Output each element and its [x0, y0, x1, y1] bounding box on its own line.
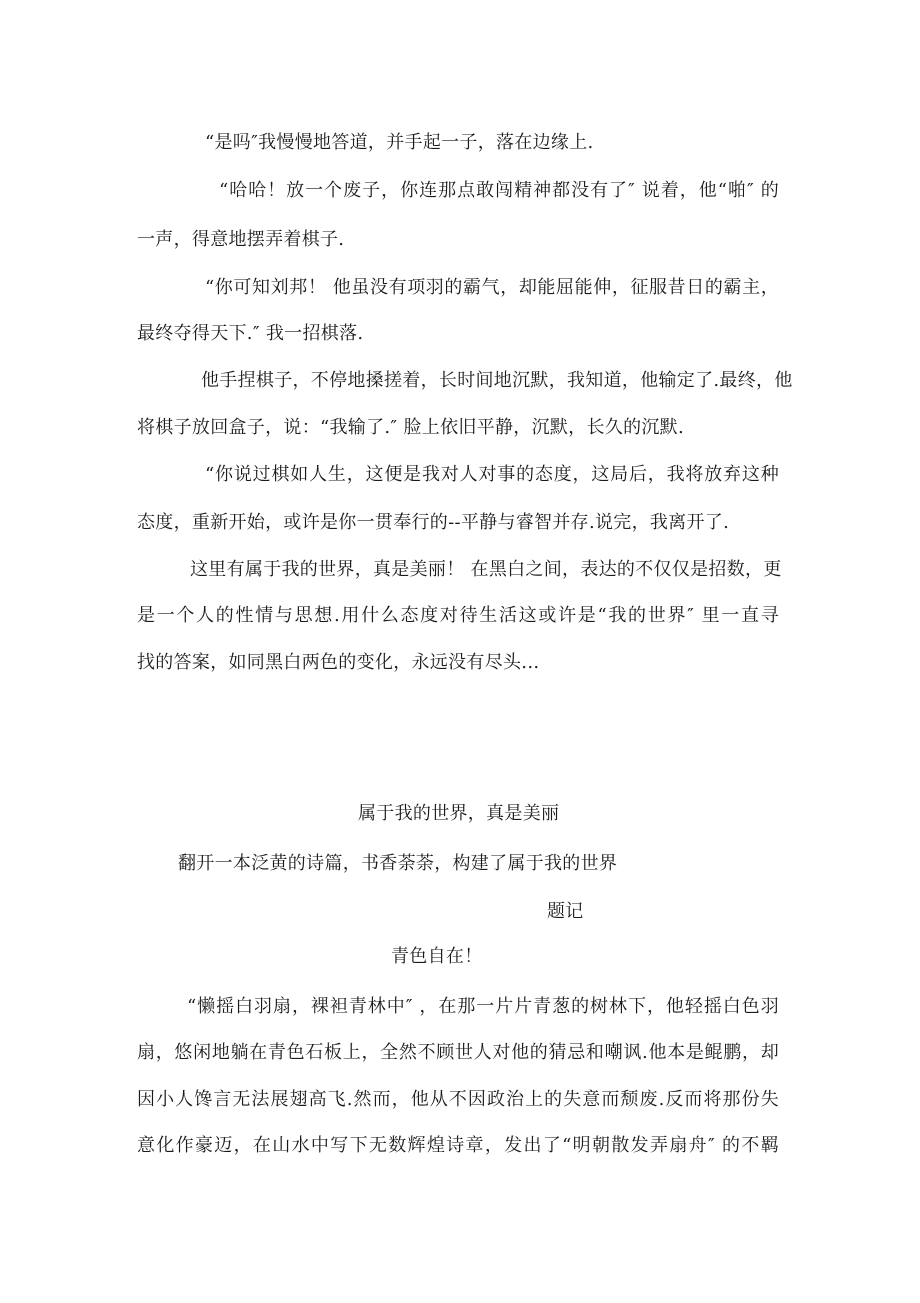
paragraph-line: “你说过棋如人生，这便是我对人对事的态度，这局后，我将放弃这种 — [205, 464, 779, 485]
paragraph-line: 找的答案，如同黑白两色的变化，永远没有尽头... — [137, 652, 540, 673]
paragraph-line: 意化作豪迈，在山水中写下无数辉煌诗章，发出了“明朝散发弄扇舟″ 的不羁 — [137, 1135, 779, 1156]
paragraph-line: 是一个人的性情与思想.用什么态度对待生活这或许是“我的世界″ 里一直寻 — [137, 605, 779, 626]
paragraph-line: 态度，重新开始，或许是你一贯奉行的--平静与睿智并存.说完，我离开了. — [137, 512, 730, 533]
paragraph-line: 一声，得意地摆弄着棋子. — [137, 229, 345, 250]
paragraph-line: “是吗″我慢慢地答道，并手起一子，落在边缘上. — [205, 132, 594, 153]
inscription-label: 题记 — [547, 901, 584, 922]
paragraph-line: 最终夺得天下.″ 我一招棋落. — [137, 323, 364, 344]
paragraph-line: 这里有属于我的世界，真是美丽！ 在黑白之间，表达的不仅仅是招数，更 — [190, 559, 782, 580]
paragraph-line: “懒摇白羽扇，裸袒青林中″ ，在那一片片青葱的树林下，他轻摇白色羽 — [187, 996, 779, 1017]
paragraph-line: 他手捏棋子，不停地搡搓着，长时间地沉默，我知道，他输定了.最终，他 — [201, 370, 793, 391]
paragraph-line: “哈哈！放一个废子，你连那点敢闯精神都没有了″ 说着，他“啪″ 的 — [219, 180, 779, 201]
paragraph-line: “你可知刘邦！ 他虽没有项羽的霸气，却能屈能伸，征服昔日的霸主， — [205, 277, 779, 298]
paragraph-line: 将棋子放回盒子，说：“我输了.″ 脸上依旧平静，沉默，长久的沉默. — [137, 417, 684, 438]
paragraph-line: 因小人馋言无法展翅高飞.然而，他从不因政治上的失意而颓废.反而将那份失 — [137, 1089, 779, 1110]
subtitle: 青色自在！ — [391, 946, 483, 967]
epigraph: 翻开一本泛黄的诗篇，书香荼荼，构建了属于我的世界 — [178, 853, 618, 874]
essay-title: 属于我的世界，真是美丽 — [358, 803, 560, 824]
paragraph-line: 扇，悠闲地躺在青色石板上，全然不顾世人对他的猜忌和嘲讽.他本是鲲鹏，却 — [137, 1042, 779, 1063]
